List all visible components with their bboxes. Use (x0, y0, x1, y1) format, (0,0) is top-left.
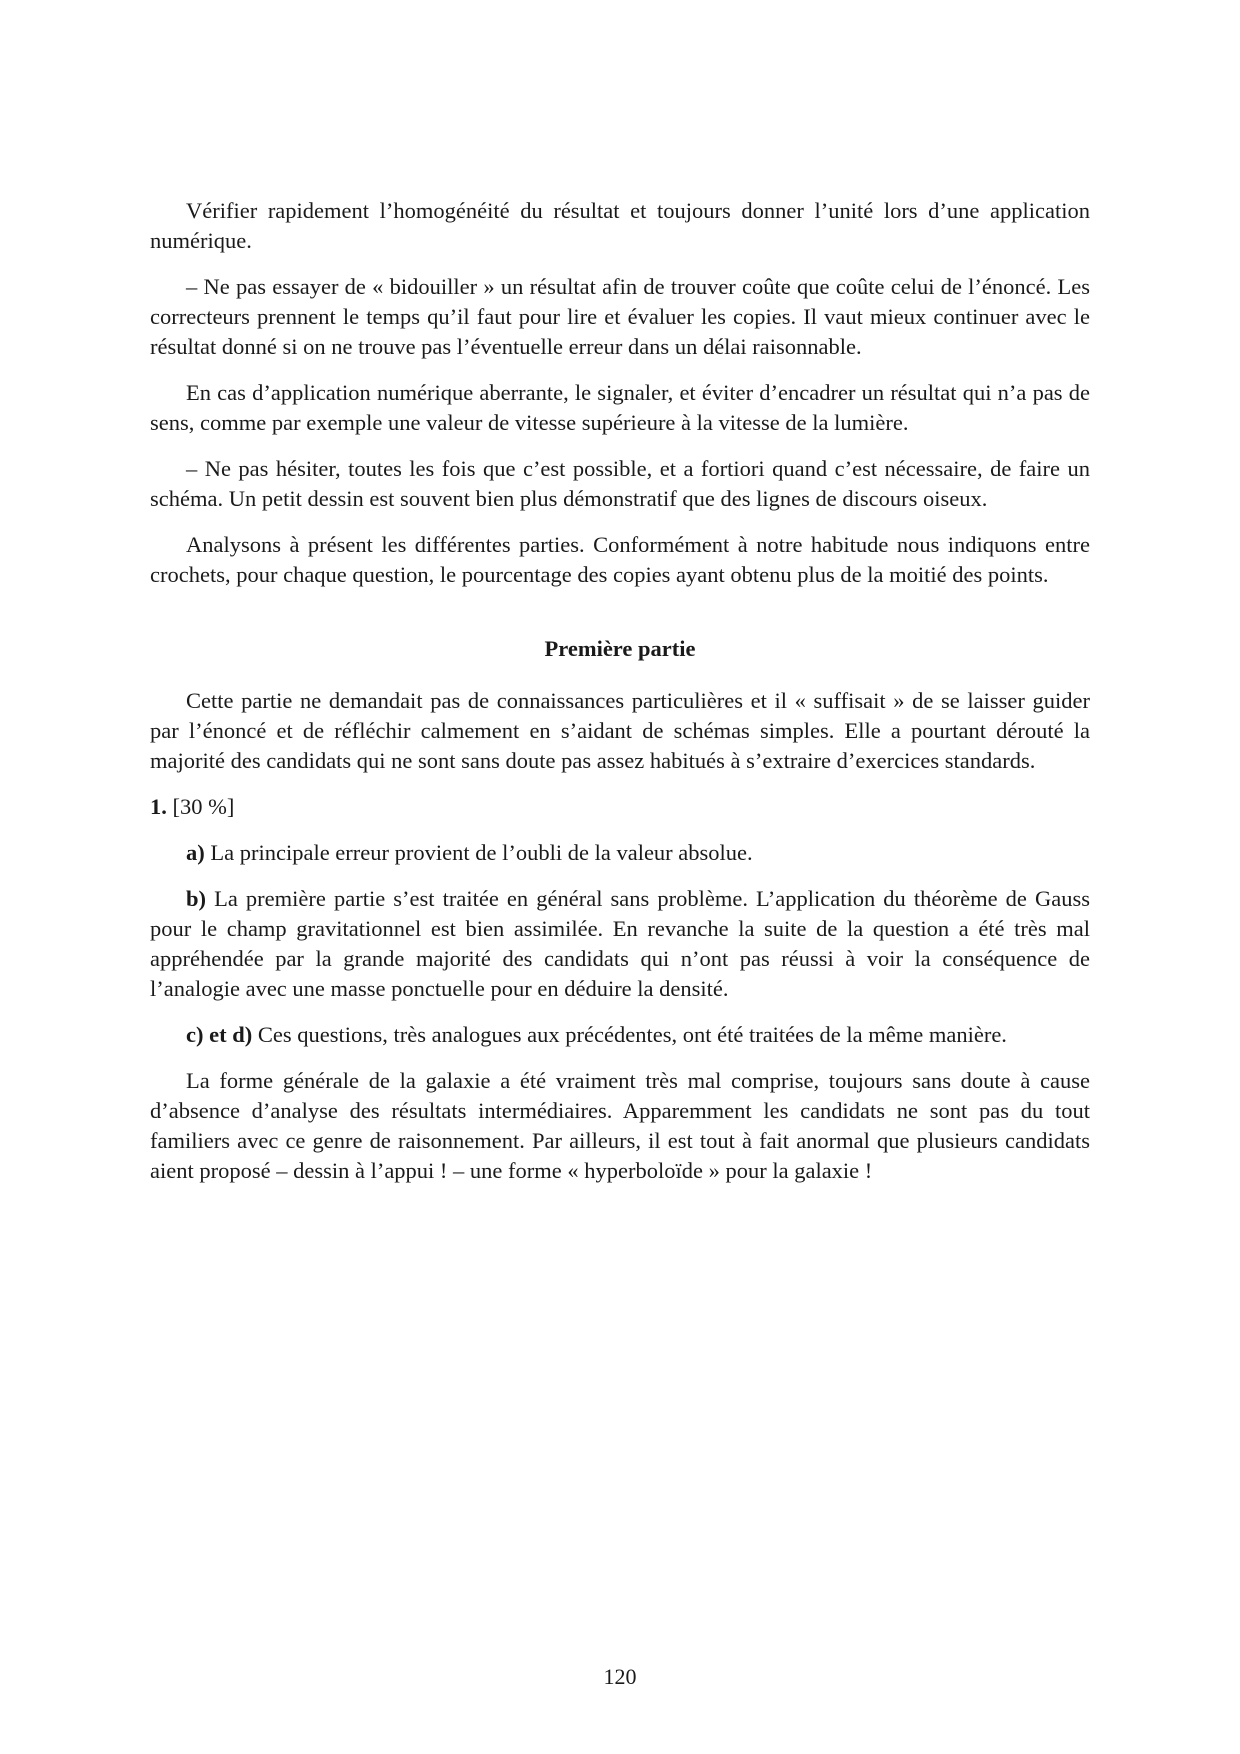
item-b (150, 884, 1090, 1004)
item-b-label: b) (186, 886, 207, 911)
paragraph-homogeneite: Vérifier rapidement l’homogénéité du résultat et toujours donner l’unité lors d’une application numérique. (150, 198, 1090, 253)
paragraph-application-aberrante: En cas d’application numérique aberrante, le signaler, et éviter d’encadrer un résultat qui n’a pas de sens, comme par exemple une valeur de vitesse supérieure à la vitesse de la lumière. (150, 380, 1090, 435)
paragraph-schema: – Ne pas hésiter, toutes les fois que c’est possible, et a fortiori quand c’est nécessaire, de faire un schéma. Un petit dessin est souvent bien plus démonstratif que des lignes de discours oiseux. (150, 456, 1090, 511)
section-heading: Première partie (544, 636, 696, 661)
question-number: 1. (150, 794, 167, 819)
item-c-d-label: c) et d) (186, 1022, 253, 1047)
document-body (150, 196, 1090, 1202)
item-a-text: La principale erreur provient de l’oubli de la valeur absolue. (210, 840, 753, 865)
item-b-text: La première partie s’est traitée en général sans problème. L’application du théorème de Gauss pour le champ gravitationnel est bien assimilée. En revanche la suite de la question a été très mal appréhendée par la grande majorité des candidats qui n’ont pas réussi à voir la conséquence de l’analogie avec une masse ponctuelle pour en déduire la densité. (150, 886, 1091, 1001)
paragraph-forme-galaxie: La forme générale de la galaxie a été vraiment très mal comprise, toujours sans doute à cause d’absence d’analyse des résultats intermédiaires. Apparemment les candidats ne sont pas du tout familiers avec ce genre de raisonnement. Par ailleurs, il est tout à fait anormal que plusieurs candidats aient proposé – dessin à l’appui ! – une forme « hyperboloïde » pour la galaxie ! (150, 1068, 1090, 1183)
page-number: 120 (603, 1664, 637, 1689)
question-1 (150, 792, 1090, 822)
item-c-d (150, 1020, 1090, 1050)
section-intro: Cette partie ne demandait pas de connaissances particulières et il « suffisait » de se laisser guider par l’énoncé et de réfléchir calmement en s’aidant de schémas simples. Elle a pourtant dérouté la majorité des candidats qui ne sont sans doute pas assez habitués à s’extraire d’exercices standards. (150, 688, 1090, 773)
item-a-label: a) (186, 840, 205, 865)
paragraph-bidouiller: – Ne pas essayer de « bidouiller » un résultat afin de trouver coûte que coûte celui de l’énoncé. Les correcteurs prennent le temps qu’il faut pour lire et évaluer les copies. Il vaut mieux continuer avec le résultat donné si on ne trouve pas l’éventuelle erreur dans un délai raisonnable. (150, 274, 1090, 359)
question-score: [30 %] (172, 794, 235, 819)
item-a (150, 838, 1090, 868)
item-c-d-text: Ces questions, très analogues aux précédentes, ont été traitées de la même manière. (257, 1022, 1007, 1047)
paragraph-analyse-parties: Analysons à présent les différentes parties. Conformément à notre habitude nous indiquons entre crochets, pour chaque question, le pourcentage des copies ayant obtenu plus de la moitié des points. (150, 532, 1090, 587)
